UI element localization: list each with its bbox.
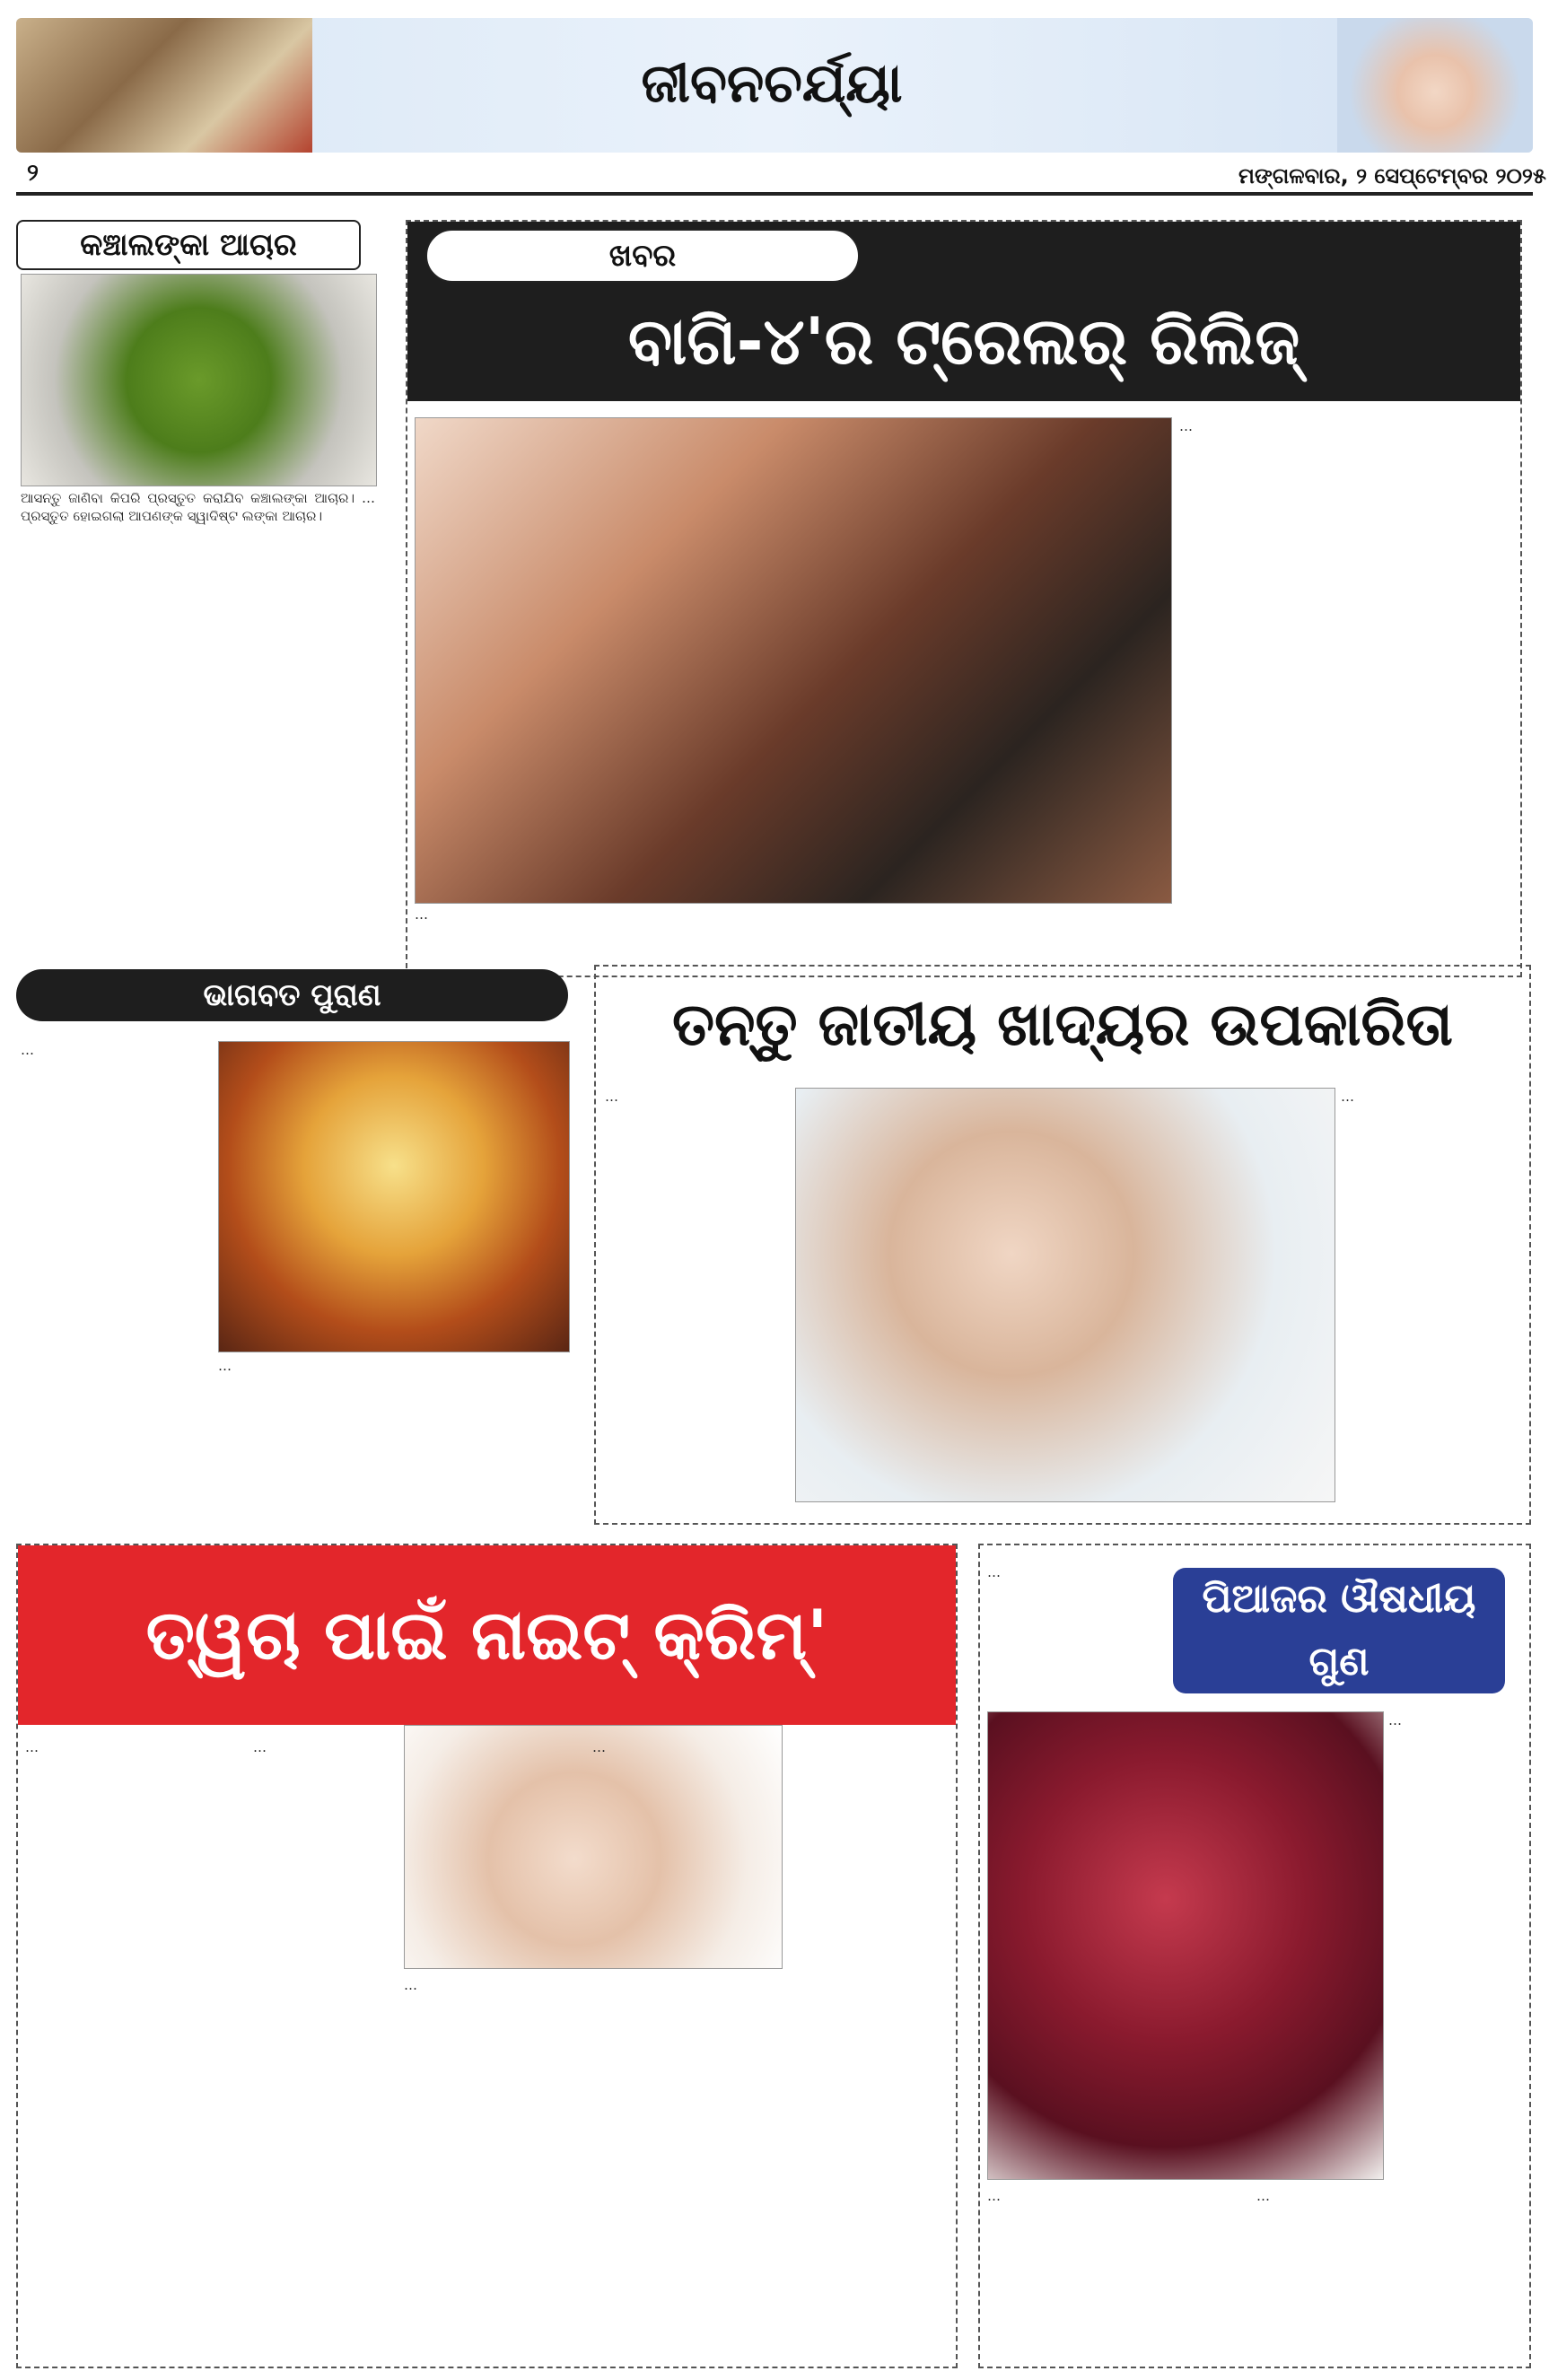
fiber-article — [594, 965, 1531, 1525]
onion-article — [978, 1544, 1531, 2368]
onion-body-1: … — [987, 1564, 1001, 1580]
news-body: … — [1179, 418, 1193, 434]
krishna-image — [218, 1041, 570, 1352]
onion-body-2: … — [1388, 1712, 1402, 1728]
onion-body-3: … — [987, 2188, 1001, 2204]
fiber-headline: ତନ୍ତୁ ଜାତୀୟ ଖାଦ୍ୟର ଉପକାରିତା — [671, 990, 1454, 1059]
news-tag-label: ଖବର — [608, 238, 677, 274]
red-onion-image — [987, 1711, 1384, 2180]
nightcream-article — [16, 1544, 958, 2368]
pickle-heading: କଞ୍ଚାଲଙ୍କା ଆଚାର — [16, 220, 361, 270]
masthead-skincare-image — [1337, 18, 1533, 153]
fiber-body: … — [605, 1089, 618, 1105]
nightcream-body-2: … — [253, 1739, 267, 1755]
news-tag[interactable] — [425, 229, 860, 283]
woman-eating-image — [795, 1088, 1335, 1502]
trailer-still-image — [415, 417, 1172, 904]
page-number: ୨ — [27, 160, 39, 187]
pickle-article — [16, 220, 380, 893]
green-chilli-image — [21, 274, 377, 486]
masthead-food-image — [16, 18, 312, 153]
bhagavat-body: … — [21, 1042, 34, 1058]
news-headline: ବାଗି-୪'ର ଟ୍ରେଲର୍ ରିଲିଜ୍ — [627, 303, 1300, 379]
section-title: ଜୀବନଚର୍ଯ୍ୟା — [641, 52, 903, 115]
bhagavat-body-2: … — [218, 1358, 232, 1374]
pickle-body: ଆସନ୍ତୁ ଜାଣିବା କିପରି ପ୍ରସ୍ତୁତ କରାଯିବ କଞ୍ଚାଲଙ୍କା ଆଚାର। … ପ୍ରସ୍ତୁତ ହୋଇଗଲା ଆପଣଙ୍କ ସ୍ୱାଦିଷ୍ଟ ଲଙ୍କା ଆଚାର। — [21, 490, 375, 524]
news-article — [406, 220, 1522, 977]
nightcream-body-1: … — [25, 1739, 39, 1755]
nightcream-headline: ତ୍ୱଚା ପାଇଁ ନାଇଟ୍ କ୍ରିମ୍' — [145, 1595, 828, 1675]
news-caption: … — [415, 906, 428, 923]
bhagavat-heading: ଭାଗବତ ପୁରାଣ — [16, 969, 568, 1021]
onion-heading: ପିଆଜର ଔଷଧୀୟ ଗୁଣ — [1173, 1568, 1505, 1693]
bhagavat-article — [16, 969, 573, 1521]
issue-date: ମଙ୍ଗଳବାର, ୨ ସେପ୍ଟେମ୍ବର ୨୦୨୫ — [1238, 163, 1546, 188]
nightcream-body-3: … — [404, 1977, 417, 1993]
onion-body-4: … — [1256, 2188, 1270, 2204]
masthead-rule — [16, 192, 1533, 196]
nightcream-body-4: … — [592, 1739, 606, 1755]
fiber-body-2: … — [1341, 1089, 1354, 1105]
